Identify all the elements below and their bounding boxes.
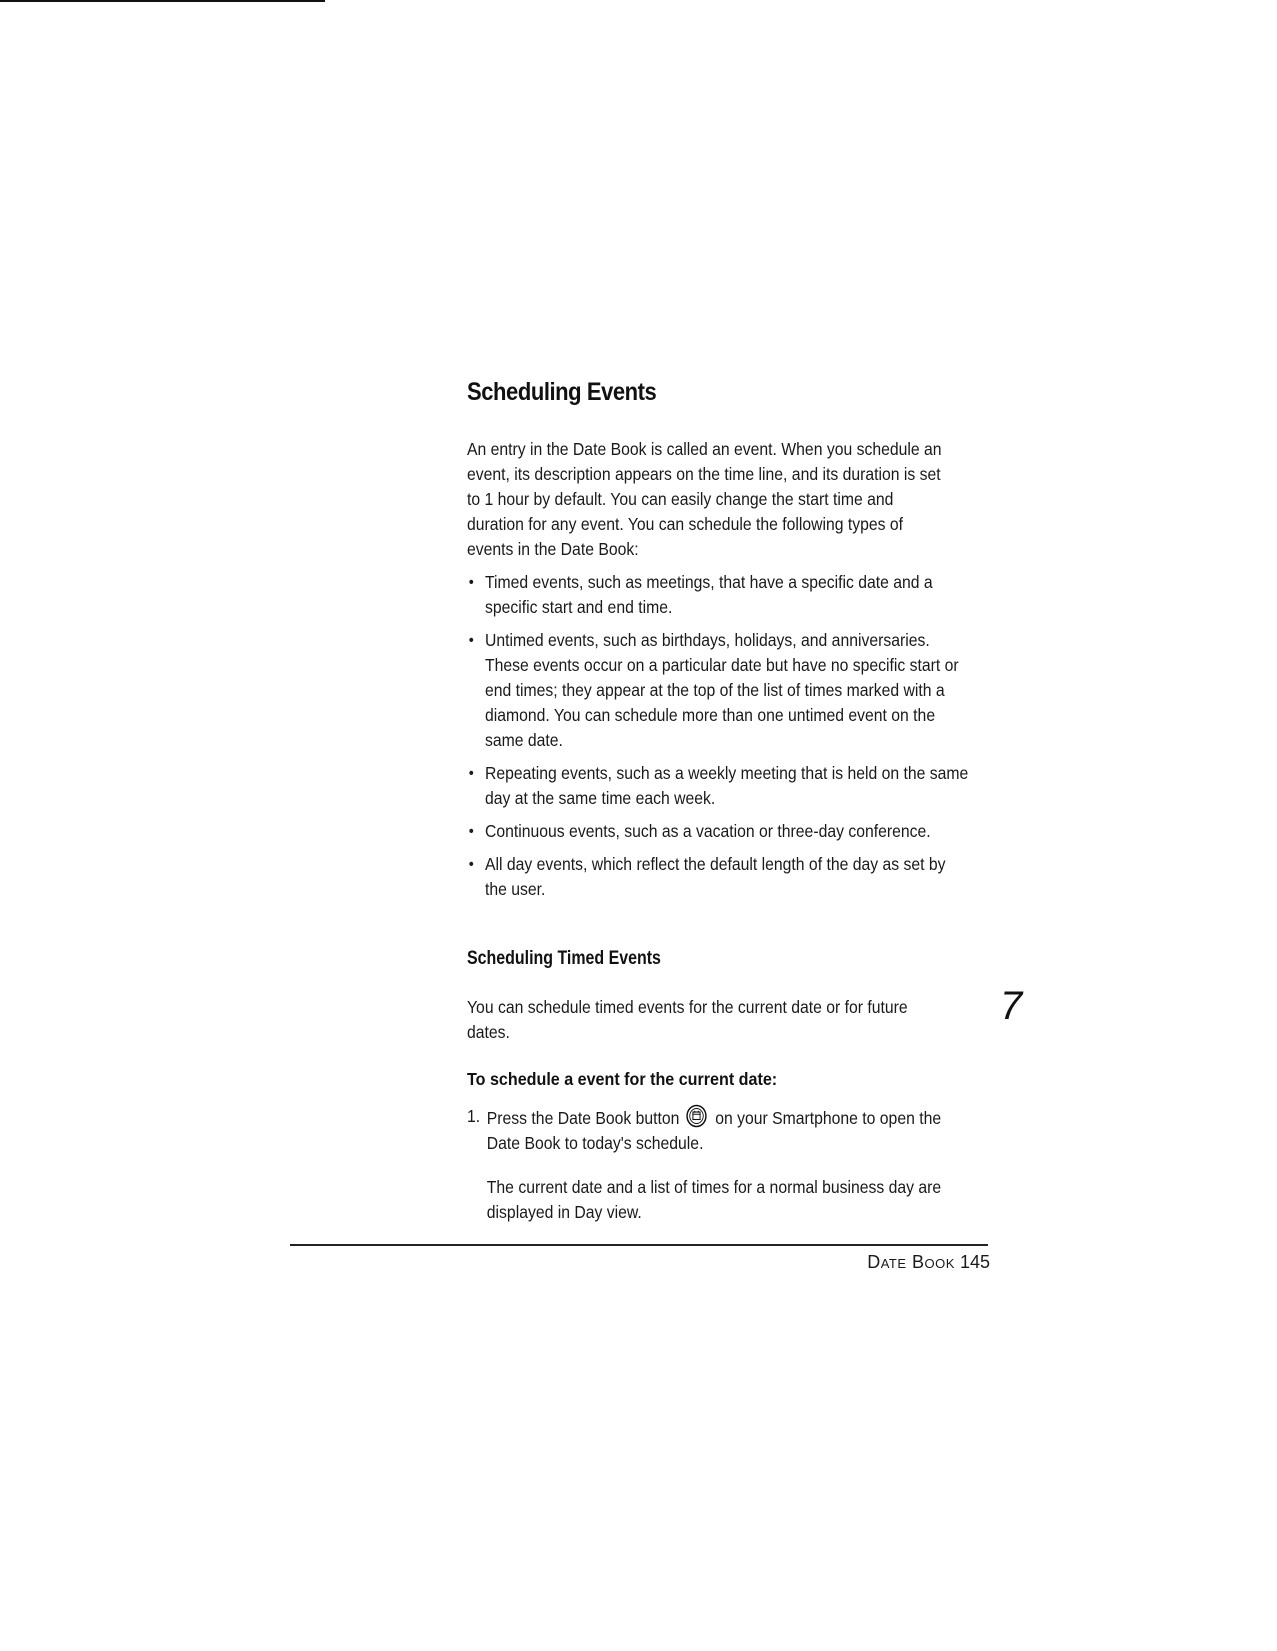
intro-paragraph: An entry in the Date Book is called an event. When you schedule an event, its description appears on the time line, and its duration is set to 1 hour by default. You can easily change the start time and duration for any event. You can schedule the following types of events in the Date Book: [467, 439, 942, 559]
footer-rule [290, 1244, 988, 1246]
bullet-icon: • [468, 823, 474, 840]
page-number: 145 [959, 1252, 990, 1272]
section-heading: Scheduling Events [467, 378, 657, 406]
date-book-button-icon [686, 1104, 708, 1128]
list-item-text: Untimed events, such as birthdays, holidays, and anniversaries. These events occur on a particular date but have no specific start or end times; they appear at the top of the list of times marked with a diamond. You can schedule more than one untimed event on the same date. [485, 630, 959, 750]
list-item-text: Continuous events, such as a vacation or three-day conference. [485, 821, 931, 841]
procedure-step-1 [467, 1104, 973, 1156]
step-number: 1. [467, 1106, 481, 1126]
step-text-before-icon: Press the Date Book button [486, 1108, 680, 1128]
list-item [467, 628, 971, 753]
bullet-icon: • [468, 574, 474, 591]
page-content [467, 378, 987, 1225]
top-edge-rule [0, 0, 325, 2]
list-item-text: Timed events, such as meetings, that have a specific date and a specific start and end time. [485, 572, 933, 617]
running-footer-section: Date Book [867, 1252, 955, 1272]
list-item [467, 852, 971, 902]
step-text-after-icon: on your Smartphone to open the Date Book to today's schedule. [486, 1108, 942, 1153]
chapter-number: 7 [1000, 984, 1023, 1028]
list-item-text: All day events, which reflect the default length of the day as set by the user. [485, 854, 946, 899]
list-item-text: Repeating events, such as a weekly meeting that is held on the same day at the same time each week. [485, 763, 969, 808]
bullet-icon: • [468, 856, 474, 873]
bullet-icon: • [468, 765, 474, 782]
bullet-icon: • [468, 632, 474, 649]
step-1-note: The current date and a list of times for a normal business day are displayed in Day view. [486, 1177, 942, 1222]
list-item [467, 761, 971, 811]
list-item [467, 570, 971, 620]
event-types-list [467, 570, 987, 902]
procedure-heading: To schedule a event for the current date: [467, 1069, 778, 1089]
subsection-heading: Scheduling Timed Events [467, 948, 661, 969]
list-item [467, 819, 971, 844]
page-footer [850, 1252, 990, 1273]
timed-events-paragraph: You can schedule timed events for the current date or for future dates. [467, 997, 908, 1042]
